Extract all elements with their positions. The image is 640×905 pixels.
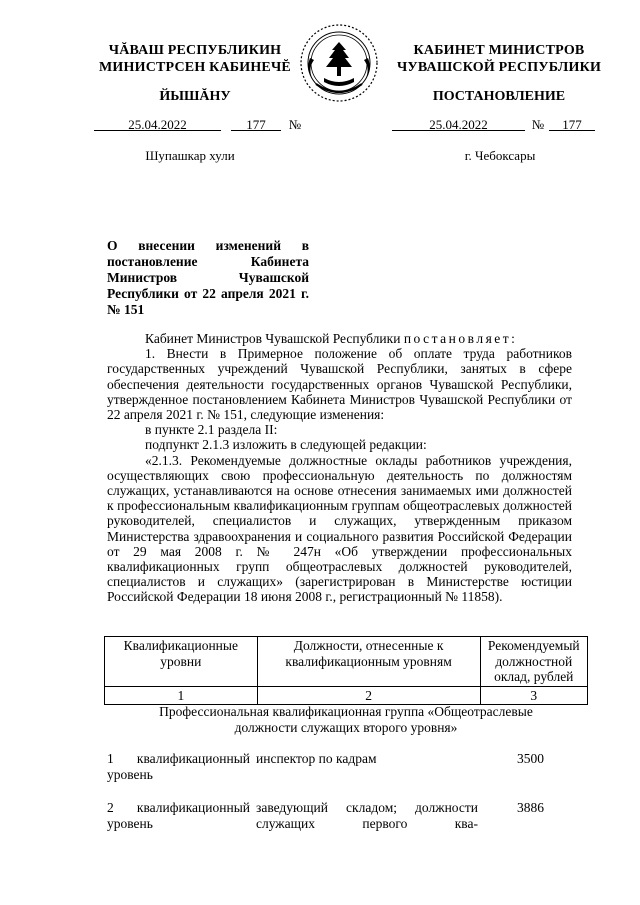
table-row (107, 751, 587, 785)
p1-start: Кабинет Министров Чувашской Республики (145, 331, 401, 346)
left-number: 177 (246, 117, 266, 132)
body-paragraph-2: 1. Внести в Примерное положение об оплате труда работников государственных учреждений Чувашской Республики, занятых в сфере обеспечения деятельности государственных органов Чувашской Республики, утвержденное постановлением Кабинета Министров Чувашской Республики от 22 апреля 2021 г. № 151, следующие изменения: (107, 346, 572, 423)
body-paragraph-3: в пункте 2.1 раздела II: (145, 422, 278, 438)
row-level: 2 квалификационный уровень (107, 800, 250, 831)
table-number-row (105, 686, 588, 705)
row-salary: 3500 (517, 751, 544, 766)
body-paragraph-5: «2.1.3. Рекомендуемые должностные оклады работников учреждения, осуществляющих свою профессиональную деятельность по должностям служащих, устанавливаются на основе отнесения занимаемых ими должностей к профессиональным квалификационным группам общеотраслевых должностей руководителей, специалистов и служащих, утвержденным приказом Министерства здравоохранения и социального развития Российской Федерации от 29 мая 2008 г. № 247н «Об утверждении профессиональных квалификационных групп общеотраслевых должностей руководителей, специалистов и служащих» (зарегистрирован в Министерстве юстиции Российской Федерации 18 июня 2008 г., регистрационный № 11858). (107, 452, 572, 605)
header-right-line2: ЧУВАШСКОЙ РЕСПУБЛИКИ (396, 60, 602, 75)
table-header-cell: Должности, отнесенные к квалификационным уровням (257, 637, 480, 687)
table-number-cell: 1 (105, 686, 258, 705)
header-left-org (82, 42, 308, 76)
row-level: 1 квалификационный уровень (107, 751, 250, 782)
row-positions: инспектор по кадрам (256, 751, 377, 766)
row-salary: 3886 (517, 800, 544, 815)
body-paragraph-1 (107, 331, 572, 346)
header-right-doctype: ПОСТАНОВЛЕНИЕ (432, 89, 566, 104)
body-paragraph-4: подпункт 2.1.3 изложить в следующей редакции: (145, 437, 427, 453)
table-header-row (105, 637, 588, 687)
right-no-sign: № (531, 117, 545, 132)
table-row (107, 800, 587, 834)
left-no-sign: № (288, 117, 302, 132)
right-city: г. Чебоксары (464, 148, 536, 163)
right-date: 25.04.2022 (429, 117, 488, 132)
row-positions: заведующий складом; должности служащих первого ква- (256, 800, 478, 831)
p1-spaced: постановляет: (403, 331, 518, 346)
left-date: 25.04.2022 (128, 117, 187, 132)
document-body (107, 331, 572, 605)
header-left-doctype: ЙЫШĂНУ (159, 89, 231, 104)
document-title: О внесении изменений в постановление Кабинета Министров Чувашской Республики от 22 апреля 2021 г. № 151 (107, 238, 309, 317)
header-left-line2: МИНИСТРСЕН КАБИНЕЧĔ (99, 60, 291, 75)
salary-table (104, 636, 588, 705)
table-group-title: Профессиональная квалификационная группа «Общеотраслевые должности служащих второго уровня» (159, 704, 533, 735)
right-number: 177 (562, 117, 582, 132)
left-city: Шупашкар хули (145, 148, 235, 163)
table-header-cell: Рекомендуемый должностной оклад, рублей (480, 637, 587, 687)
header-left-line1: ЧĂВАШ РЕСПУБЛИКИН (108, 43, 282, 58)
table-number-cell: 3 (480, 686, 587, 705)
table-header-cell: Квалификационные уровни (105, 637, 258, 687)
header-right-line1: КАБИНЕТ МИНИСТРОВ (413, 43, 585, 58)
table-number-cell: 2 (257, 686, 480, 705)
coat-of-arms-emblem (296, 20, 382, 106)
header-right-org (384, 42, 614, 76)
